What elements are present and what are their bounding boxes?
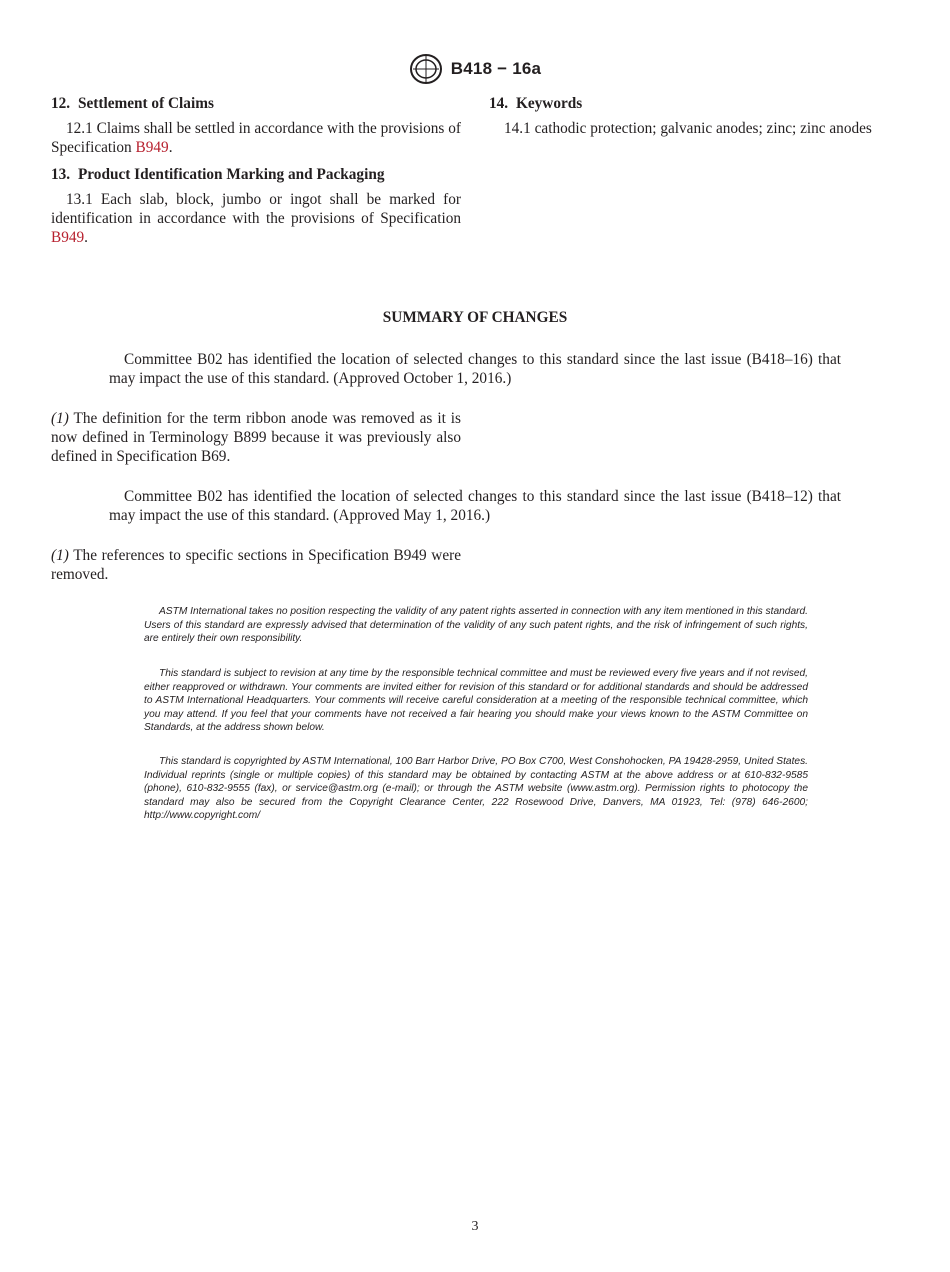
right-column	[489, 94, 909, 138]
spec-b949-link[interactable]: B949	[51, 229, 85, 246]
revision-notice: This standard is subject to revision at any time by the responsible technical committee and must be reviewed every five years and if not revised, either reapproved or withdrawn. Your comments are invited either for revision of this standard or for additional standards and should be addressed to ASTM International Headquarters. Your comments will receive careful consideration at a meeting of the responsible technical committee, which you may attend. If you feel that your comments have not received a fair hearing you should make your views known to the ASTM Committee on Standards, at the address shown below.	[144, 668, 808, 734]
astm-logo-icon	[409, 53, 443, 85]
change-item-1: (1) The definition for the term ribbon anode was removed as it is now defined in Terminology B899 because it was previously also defined in Specification B69.	[51, 410, 461, 465]
copyright-notice: This standard is copyrighted by ASTM International, 100 Barr Harbor Drive, PO Box C700, West Conshohocken, PA 19428-2959, United States. Individual reprints (single or multiple copies) of this standard may be obtained by contacting ASTM at the above address or at 610-832-9585 (phone), 610-832-9555 (fax), or service@astm.org (e-mail); or through the ASTM website (www.astm.org). Permission rights to photocopy the standard may also be secured from the Copyright Clearance Center, 222 Rosewood Drive, Danvers, MA 01923, Tel: (978) 646-2600; http://www.copyright.com/	[144, 756, 808, 822]
summary-of-changes-title: SUMMARY OF CHANGES	[382, 309, 568, 326]
section-14-1-paragraph: 14.1 cathodic protection; galvanic anodes; zinc; zinc anodes	[504, 120, 872, 137]
change-intro-2: Committee B02 has identified the location of selected changes to this standard since the last issue (B418–12) that may impact the use of this standard. (Approved May 1, 2016.)	[109, 488, 841, 524]
section-13-heading: 13. Product Identification Marking and Packaging	[51, 166, 385, 183]
page-number: 3	[471, 1219, 479, 1234]
change-item-2: (1) The references to specific sections in Specification B949 were removed.	[51, 547, 461, 583]
patent-notice: ASTM International takes no position respecting the validity of any patent rights asserted in connection with any item mentioned in this standard. Users of this standard are expressly advised that determination of the validity of any such patent rights, and the risk of infringement of such rights, are entirely their own responsibility.	[144, 606, 808, 645]
section-13-1-paragraph: 13.1 Each slab, block, jumbo or ingot shall be marked for identification in accordance with the provisions of Specification B949.	[51, 191, 461, 246]
page-header	[0, 52, 950, 86]
section-12-heading: 12. Settlement of Claims	[51, 95, 214, 112]
spec-b949-link[interactable]: B949	[135, 139, 169, 156]
section-12-1-paragraph: 12.1 Claims shall be settled in accordance with the provisions of Specification B949.	[51, 120, 461, 156]
left-column	[51, 94, 461, 247]
standard-designation: B418 − 16a	[450, 59, 542, 78]
section-14-heading: 14. Keywords	[489, 95, 583, 112]
change-intro-1: Committee B02 has identified the location of selected changes to this standard since the last issue (B418–16) that may impact the use of this standard. (Approved October 1, 2016.)	[109, 351, 841, 387]
